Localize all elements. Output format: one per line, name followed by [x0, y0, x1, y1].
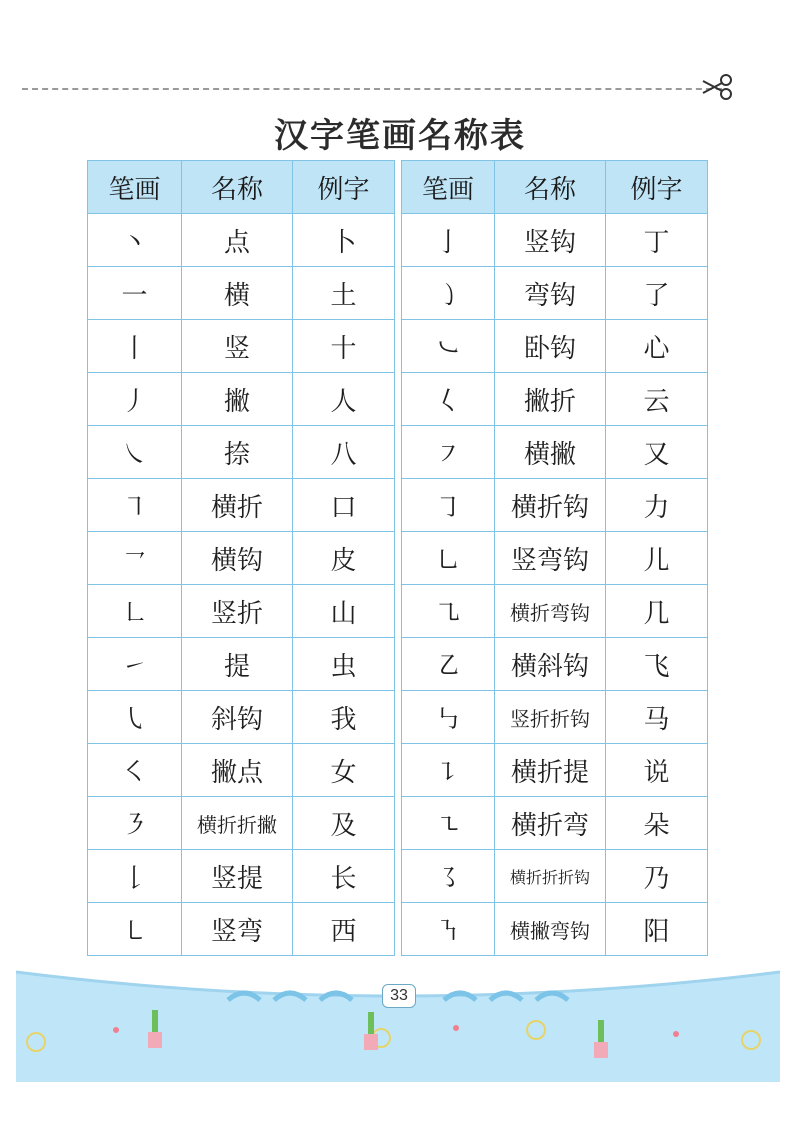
example-cell: 土	[293, 267, 395, 320]
table-row	[88, 532, 395, 585]
table-header-row	[402, 161, 708, 214]
example-cell: 山	[293, 585, 395, 638]
table-row	[402, 532, 708, 585]
example-cell: 口	[293, 479, 395, 532]
example-cell: 人	[293, 373, 395, 426]
stroke-cell: ㇁	[402, 267, 495, 320]
page-number: 33	[382, 984, 416, 1008]
example-cell: 又	[606, 426, 708, 479]
header-stroke: 笔画	[88, 161, 182, 214]
name-cell: 竖折	[182, 585, 293, 638]
header-stroke: 笔画	[402, 161, 495, 214]
example-cell: 十	[293, 320, 395, 373]
name-cell: 竖弯	[182, 903, 293, 956]
header-example: 例字	[606, 161, 708, 214]
table-row	[402, 267, 708, 320]
example-cell: 卜	[293, 214, 395, 267]
table-header-row	[88, 161, 395, 214]
stroke-cell: ㇀	[88, 638, 182, 691]
example-cell: 丁	[606, 214, 708, 267]
example-cell: 朵	[606, 797, 708, 850]
stroke-cell: 一	[88, 267, 182, 320]
example-cell: 阳	[606, 903, 708, 956]
example-cell: 说	[606, 744, 708, 797]
name-cell: 横折折折钩	[495, 850, 606, 903]
name-cell: 横折弯	[495, 797, 606, 850]
example-cell: 虫	[293, 638, 395, 691]
stroke-cell: 丿	[88, 373, 182, 426]
header-name: 名称	[182, 161, 293, 214]
name-cell: 横折弯钩	[495, 585, 606, 638]
stroke-cell: 𡿨	[402, 373, 495, 426]
name-cell: 横折	[182, 479, 293, 532]
stroke-cell: ㇃	[402, 320, 495, 373]
scissors-icon	[700, 72, 734, 102]
stroke-cell: ㇛	[88, 744, 182, 797]
stroke-cell: ㇍	[402, 797, 495, 850]
stroke-cell: ㇗	[88, 585, 182, 638]
example-cell: 西	[293, 903, 395, 956]
name-cell: 捺	[182, 426, 293, 479]
table-row	[402, 744, 708, 797]
name-cell: 弯钩	[495, 267, 606, 320]
table-row	[402, 373, 708, 426]
name-cell: 横钩	[182, 532, 293, 585]
stroke-cell: ㇖	[88, 532, 182, 585]
name-cell: 撇	[182, 373, 293, 426]
name-cell: 横	[182, 267, 293, 320]
name-cell: 撇折	[495, 373, 606, 426]
stroke-cell: ㇏	[88, 426, 182, 479]
table-row	[402, 691, 708, 744]
example-cell: 乃	[606, 850, 708, 903]
example-cell: 儿	[606, 532, 708, 585]
table-row	[402, 585, 708, 638]
cut-line	[22, 88, 722, 90]
table-row	[88, 585, 395, 638]
name-cell: 斜钩	[182, 691, 293, 744]
name-cell: 竖	[182, 320, 293, 373]
table-row	[88, 850, 395, 903]
stroke-cell: ㇂	[88, 691, 182, 744]
name-cell: 横折折撇	[182, 797, 293, 850]
name-cell: 横折提	[495, 744, 606, 797]
table-row	[88, 320, 395, 373]
name-cell: 提	[182, 638, 293, 691]
decorative-footer	[16, 960, 780, 1082]
stroke-cell: 亅	[402, 214, 495, 267]
example-cell: 长	[293, 850, 395, 903]
example-cell: 云	[606, 373, 708, 426]
table-row	[88, 479, 395, 532]
stroke-cell: ㇈	[402, 585, 495, 638]
table-row	[88, 797, 395, 850]
stroke-cell: ㇌	[402, 850, 495, 903]
stroke-cell: ㇠	[402, 638, 495, 691]
stroke-cell: ㇕	[88, 479, 182, 532]
name-cell: 卧钩	[495, 320, 606, 373]
name-cell: 横撇	[495, 426, 606, 479]
header-name: 名称	[495, 161, 606, 214]
name-cell: 横斜钩	[495, 638, 606, 691]
stroke-table-left	[87, 160, 395, 956]
table-row	[88, 267, 395, 320]
example-cell: 马	[606, 691, 708, 744]
table-row	[402, 214, 708, 267]
example-cell: 几	[606, 585, 708, 638]
stroke-cell: ㇟	[402, 532, 495, 585]
name-cell: 竖弯钩	[495, 532, 606, 585]
table-row	[88, 744, 395, 797]
stroke-cell: 丶	[88, 214, 182, 267]
name-cell: 竖提	[182, 850, 293, 903]
stroke-table-right	[401, 160, 708, 956]
stroke-cell: 丨	[88, 320, 182, 373]
table-row	[402, 638, 708, 691]
example-cell: 我	[293, 691, 395, 744]
stroke-cell: ㇉	[402, 691, 495, 744]
stroke-cell: ㇋	[88, 797, 182, 850]
example-cell: 力	[606, 479, 708, 532]
table-row	[402, 320, 708, 373]
table-row	[88, 691, 395, 744]
stroke-cell: 𠄌	[88, 850, 182, 903]
example-cell: 及	[293, 797, 395, 850]
header-example: 例字	[293, 161, 395, 214]
name-cell: 竖钩	[495, 214, 606, 267]
example-cell: 了	[606, 267, 708, 320]
table-row	[402, 426, 708, 479]
example-cell: 皮	[293, 532, 395, 585]
table-row	[88, 426, 395, 479]
table-row	[402, 850, 708, 903]
name-cell: 撇点	[182, 744, 293, 797]
name-cell: 点	[182, 214, 293, 267]
table-row	[402, 797, 708, 850]
example-cell: 女	[293, 744, 395, 797]
table-row	[402, 479, 708, 532]
table-row	[402, 903, 708, 956]
table-row	[88, 373, 395, 426]
table-row	[88, 638, 395, 691]
name-cell: 横撇弯钩	[495, 903, 606, 956]
stroke-cell: ㇆	[402, 479, 495, 532]
example-cell: 八	[293, 426, 395, 479]
name-cell: 竖折折钩	[495, 691, 606, 744]
name-cell: 横折钩	[495, 479, 606, 532]
example-cell: 飞	[606, 638, 708, 691]
table-row	[88, 903, 395, 956]
page-title: 汉字笔画名称表	[274, 116, 526, 156]
stroke-cell: ㇊	[402, 744, 495, 797]
stroke-cell: ㇎	[402, 903, 495, 956]
stroke-cell: ㇇	[402, 426, 495, 479]
stroke-cell: ㇄	[88, 903, 182, 956]
table-row	[88, 214, 395, 267]
example-cell: 心	[606, 320, 708, 373]
